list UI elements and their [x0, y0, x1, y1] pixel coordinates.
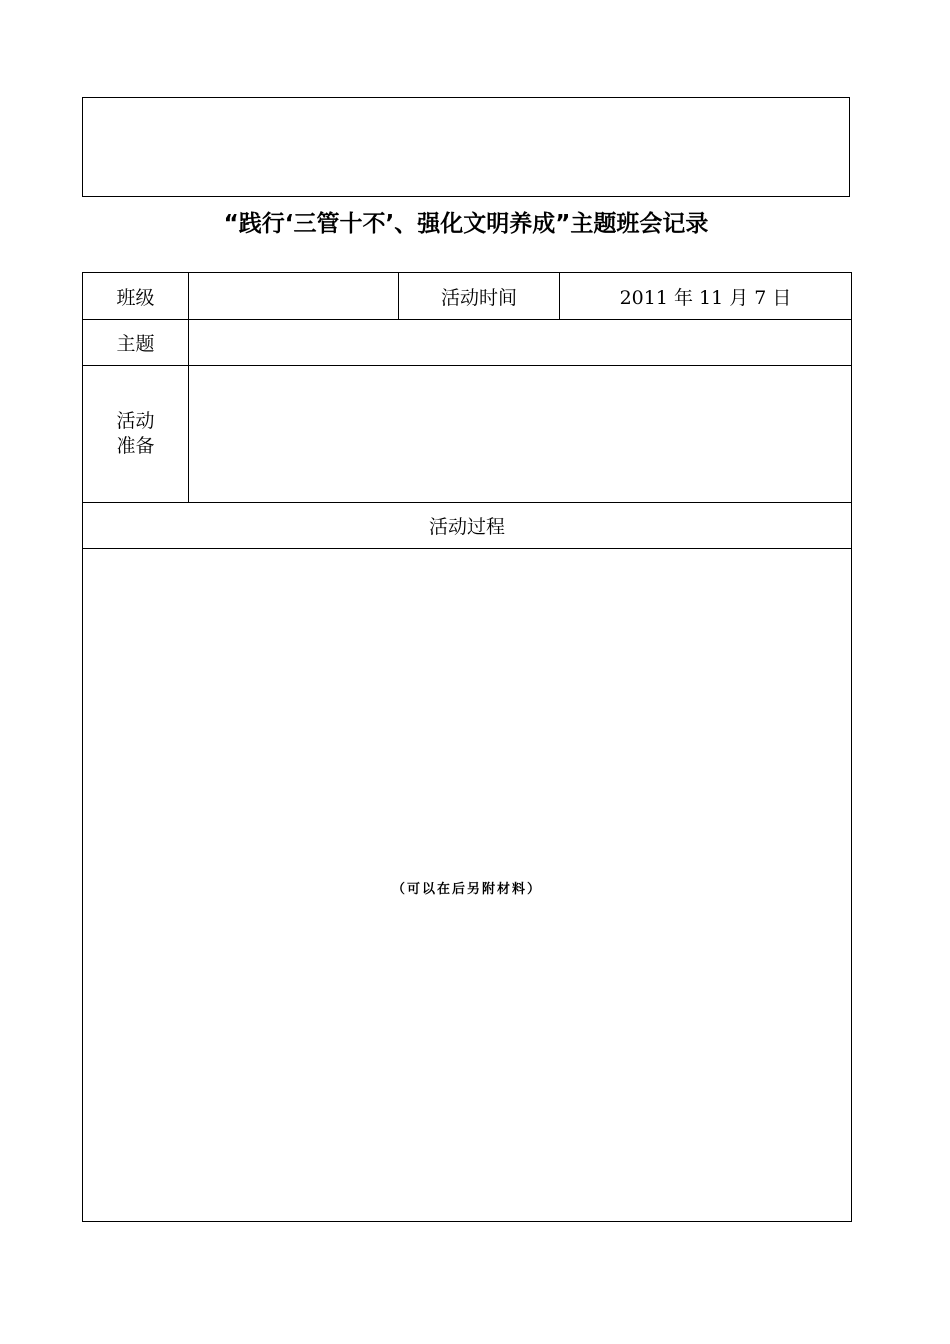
header-blank-box — [82, 97, 850, 197]
preparation-row — [83, 366, 852, 503]
topic-row — [83, 320, 852, 366]
record-table — [82, 272, 852, 1222]
class-value-field[interactable] — [189, 273, 399, 320]
preparation-label-cell — [83, 366, 189, 503]
activity-time-value: 2011 年 11 月 7 日 — [560, 273, 852, 320]
class-label: 班级 — [83, 273, 189, 320]
activity-time-label: 活动时间 — [399, 273, 560, 320]
process-label: 活动过程 — [83, 503, 852, 549]
topic-value-field[interactable] — [189, 320, 852, 366]
document-title: “践行‘三管十不’、强化文明养成”主题班会记录 — [223, 211, 709, 237]
preparation-value-field[interactable] — [189, 366, 852, 503]
process-header-row — [83, 503, 852, 549]
class-row — [83, 273, 852, 320]
process-body-field[interactable] — [83, 549, 852, 1222]
preparation-label: 活动准备 — [116, 410, 155, 457]
process-note: （可以在后另附材料） — [391, 881, 542, 897]
topic-label: 主题 — [83, 320, 189, 366]
process-body-row — [83, 549, 852, 1222]
